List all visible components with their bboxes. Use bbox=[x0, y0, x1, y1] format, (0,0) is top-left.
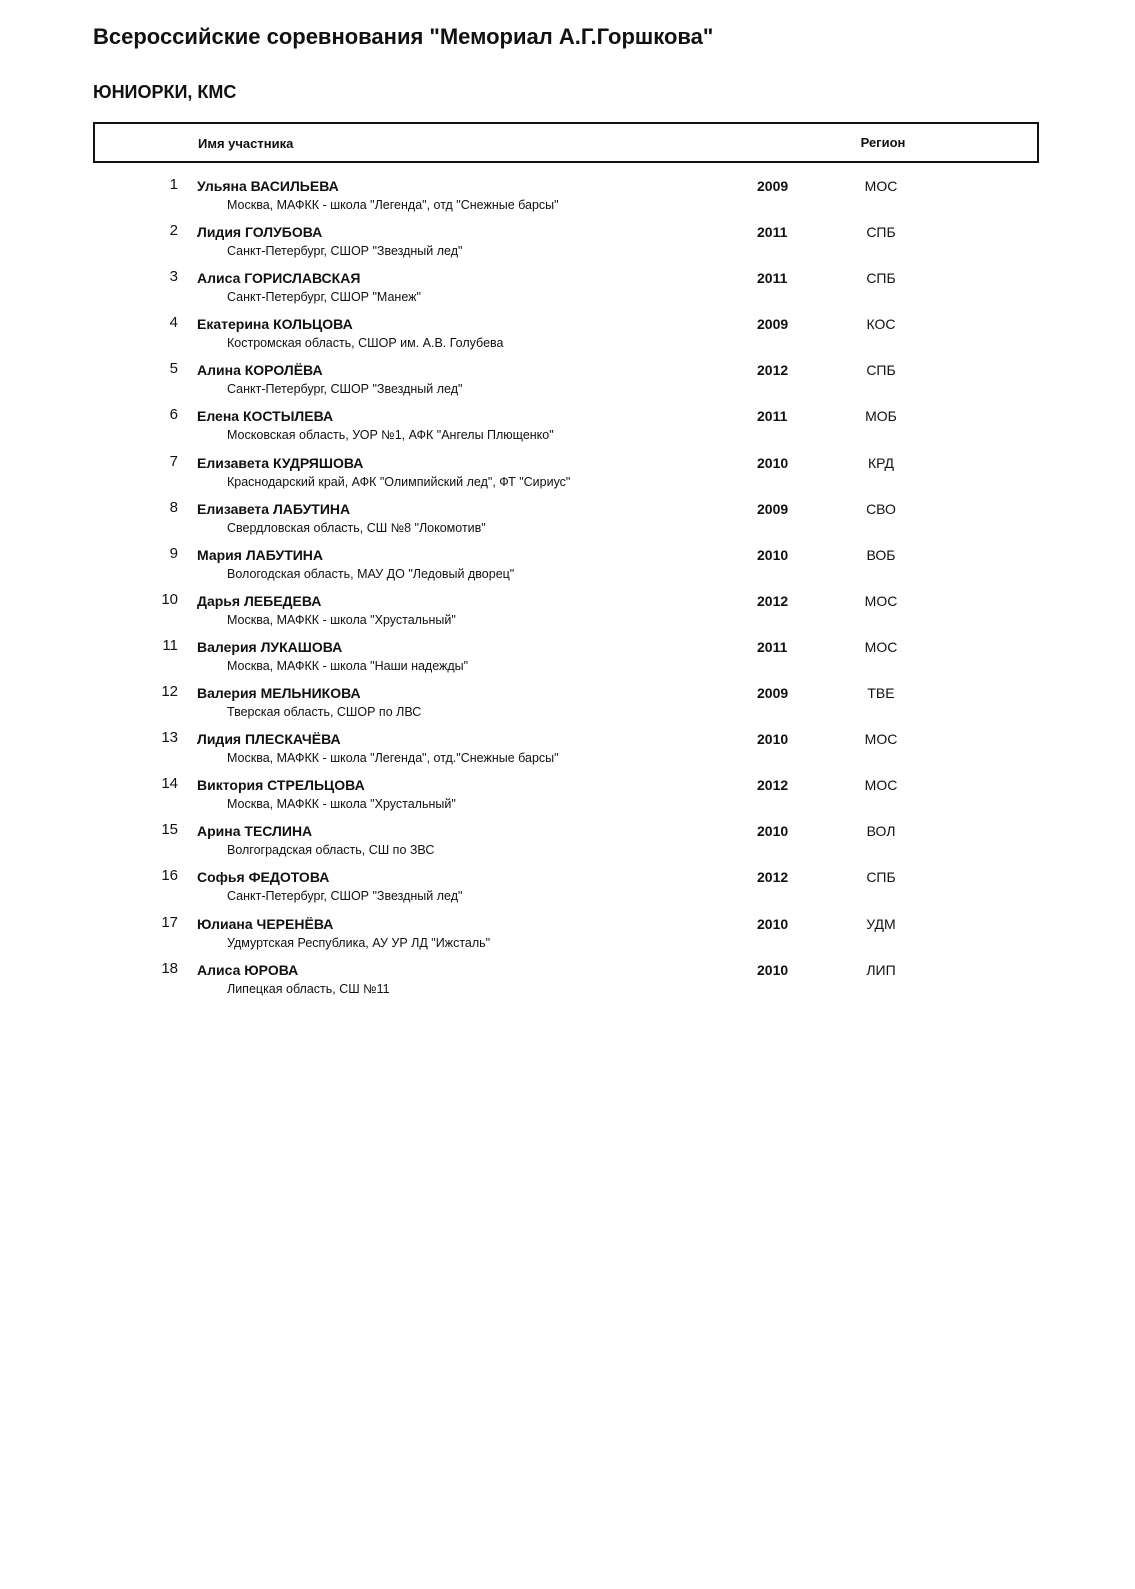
table-header bbox=[93, 122, 1039, 163]
participant-number: 6 bbox=[169, 406, 178, 424]
participant-name: Елизавета КУДРЯШОВА bbox=[197, 454, 364, 471]
participant-number: 15 bbox=[161, 821, 178, 839]
participant-name: Мария ЛАБУТИНА bbox=[197, 546, 324, 563]
table-row bbox=[0, 820, 1135, 866]
participant-year: 2010 bbox=[757, 823, 789, 840]
participant-number: 9 bbox=[169, 544, 178, 562]
participant-name: Арина ТЕСЛИНА bbox=[197, 823, 313, 840]
participant-number: 5 bbox=[169, 360, 178, 378]
participant-name: Дарья ЛЕБЕДЕВА bbox=[197, 592, 322, 609]
table-row bbox=[0, 452, 1135, 498]
participant-region: ЛИП bbox=[866, 961, 896, 978]
table-row bbox=[0, 636, 1135, 682]
participant-year: 2010 bbox=[757, 961, 789, 978]
participant-club: Краснодарский край, АФК "Олимпийский лед", ФТ "Сириус" bbox=[227, 474, 571, 489]
participant-name: Юлиана ЧЕРЕНЁВА bbox=[197, 915, 334, 932]
participant-club: Волгоградская область, СШ по ЗВС bbox=[227, 843, 435, 858]
participant-year: 2011 bbox=[757, 224, 788, 241]
participant-region: МОС bbox=[864, 731, 898, 748]
table-row bbox=[0, 175, 1135, 221]
participant-club: Санкт-Петербург, СШОР "Звездный лед" bbox=[227, 889, 463, 904]
participant-year: 2010 bbox=[757, 454, 789, 471]
participant-name: Лидия ГОЛУБОВА bbox=[197, 224, 323, 241]
table-row bbox=[0, 590, 1135, 636]
table-row bbox=[0, 498, 1135, 544]
participant-year: 2010 bbox=[757, 731, 789, 748]
participant-region: КОС bbox=[866, 316, 896, 333]
participant-name: Алиса ЮРОВА bbox=[197, 961, 299, 978]
participant-number: 8 bbox=[169, 498, 178, 516]
table-row bbox=[0, 913, 1135, 959]
participant-name: Елизавета ЛАБУТИНА bbox=[197, 500, 351, 517]
table-row bbox=[0, 728, 1135, 774]
participant-club: Москва, МАФКК - школа "Наши надежды" bbox=[227, 658, 469, 673]
participant-number: 4 bbox=[169, 314, 178, 332]
participant-year: 2012 bbox=[757, 592, 789, 609]
participant-region: ВОБ bbox=[866, 546, 896, 563]
category-title: ЮНИОРКИ, КМС bbox=[93, 82, 237, 102]
participant-club: Вологодская область, МАУ ДО "Ледовый дворец" bbox=[227, 566, 515, 581]
participant-year: 2011 bbox=[757, 408, 788, 425]
participant-number: 11 bbox=[162, 636, 178, 654]
participant-club: Московская область, УОР №1, АФК "Ангелы Плющенко" bbox=[227, 428, 554, 443]
participant-number: 17 bbox=[161, 913, 178, 931]
participant-name: Софья ФЕДОТОВА bbox=[197, 869, 330, 886]
participant-year: 2012 bbox=[757, 362, 789, 379]
participant-name: Ульяна ВАСИЛЬЕВА bbox=[197, 178, 339, 194]
header-name: Имя участника bbox=[198, 136, 294, 151]
participant-club: Москва, МАФКК - школа "Легенда", отд."Снежные барсы" bbox=[227, 751, 559, 766]
participant-club: Тверская область, СШОР по ЛВС bbox=[227, 705, 422, 720]
participant-club: Санкт-Петербург, СШОР "Звездный лед" bbox=[227, 244, 463, 259]
participant-year: 2009 bbox=[757, 178, 789, 194]
participant-year: 2012 bbox=[757, 869, 789, 886]
participant-region: СПБ bbox=[866, 869, 896, 886]
participant-club: Костромская область, СШОР им. А.В. Голубева bbox=[227, 336, 504, 351]
participant-year: 2010 bbox=[757, 915, 789, 932]
participant-name: Валерия МЕЛЬНИКОВА bbox=[197, 685, 361, 702]
participant-number: 16 bbox=[161, 867, 178, 885]
participant-year: 2010 bbox=[757, 546, 789, 563]
participant-year: 2009 bbox=[757, 316, 789, 333]
participant-region: СВО bbox=[866, 500, 896, 517]
participant-number: 7 bbox=[169, 452, 178, 470]
participant-club: Свердловская область, СШ №8 "Локомотив" bbox=[227, 520, 486, 535]
participant-name: Алина КОРОЛЁВА bbox=[197, 362, 323, 379]
participant-year: 2012 bbox=[757, 777, 789, 794]
participant-year: 2011 bbox=[757, 270, 788, 287]
participant-region: СПБ bbox=[866, 362, 896, 379]
participant-club: Москва, МАФКК - школа "Хрустальный" bbox=[227, 612, 456, 627]
participant-region: УДМ bbox=[866, 915, 896, 932]
document-title: Всероссийские соревнования "Мемориал А.Г.Горшкова" bbox=[93, 24, 714, 49]
table-row bbox=[0, 544, 1135, 590]
table-row bbox=[0, 359, 1135, 405]
table-row bbox=[0, 221, 1135, 267]
participant-region: МОС bbox=[864, 592, 898, 609]
participant-club: Удмуртская Республика, АУ УР ЛД "Ижсталь" bbox=[227, 935, 491, 950]
participant-year: 2009 bbox=[757, 500, 789, 517]
participant-number: 2 bbox=[169, 222, 178, 240]
participant-number: 10 bbox=[161, 590, 178, 608]
participant-region: СПБ bbox=[866, 224, 896, 241]
participant-region: ТВЕ bbox=[867, 685, 895, 702]
table-row bbox=[0, 774, 1135, 820]
participant-number: 18 bbox=[161, 959, 178, 977]
participant-name: Виктория СТРЕЛЬЦОВА bbox=[197, 777, 365, 794]
participant-number: 13 bbox=[161, 729, 178, 747]
table-row bbox=[0, 267, 1135, 313]
participant-name: Екатерина КОЛЬЦОВА bbox=[197, 316, 353, 333]
table-row bbox=[0, 405, 1135, 451]
table-row bbox=[0, 959, 1135, 1005]
participant-region: МОС bbox=[864, 777, 898, 794]
participant-number: 1 bbox=[169, 176, 178, 193]
participant-club: Санкт-Петербург, СШОР "Звездный лед" bbox=[227, 382, 463, 397]
participant-name: Елена КОСТЫЛЕВА bbox=[197, 408, 334, 425]
participant-region: КРД bbox=[867, 454, 895, 471]
participant-club: Москва, МАФКК - школа "Хрустальный" bbox=[227, 797, 456, 812]
participant-year: 2009 bbox=[757, 685, 789, 702]
participant-region: МОС bbox=[864, 638, 898, 655]
participant-name: Валерия ЛУКАШОВА bbox=[197, 638, 343, 655]
participant-region: МОБ bbox=[865, 408, 897, 425]
participant-number: 3 bbox=[169, 268, 178, 286]
participant-name: Лидия ПЛЕСКАЧЁВА bbox=[197, 731, 341, 748]
participant-name: Алиса ГОРИСЛАВСКАЯ bbox=[197, 270, 361, 287]
participant-club: Санкт-Петербург, СШОР "Манеж" bbox=[227, 290, 421, 305]
header-region: Регион bbox=[860, 135, 906, 150]
participant-number: 12 bbox=[161, 683, 178, 701]
participant-club: Москва, МАФКК - школа "Легенда", отд "Снежные барсы" bbox=[227, 198, 559, 212]
participant-region: ВОЛ bbox=[866, 823, 896, 840]
participant-year: 2011 bbox=[757, 638, 788, 655]
table-row bbox=[0, 313, 1135, 359]
participant-number: 14 bbox=[161, 775, 178, 793]
table-row bbox=[0, 682, 1135, 728]
participants-list bbox=[0, 175, 1135, 1005]
participant-region: СПБ bbox=[866, 270, 896, 287]
table-row bbox=[0, 866, 1135, 912]
participant-region: МОС bbox=[864, 178, 898, 194]
participant-club: Липецкая область, СШ №11 bbox=[227, 981, 390, 996]
